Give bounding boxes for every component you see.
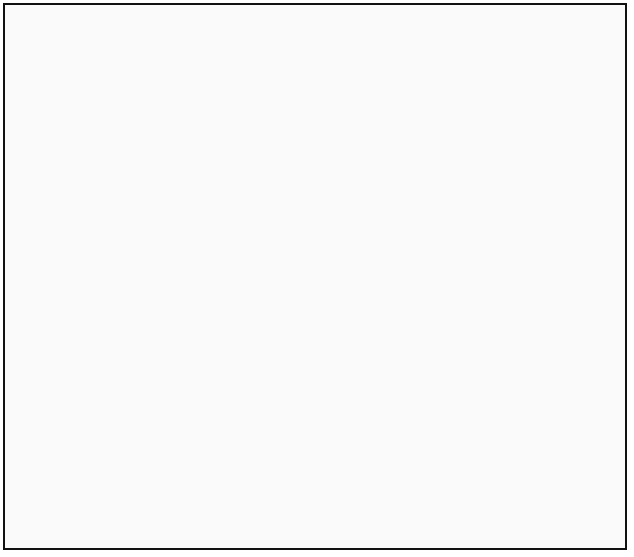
notice-body [11, 33, 619, 520]
auction-notice [3, 3, 627, 550]
